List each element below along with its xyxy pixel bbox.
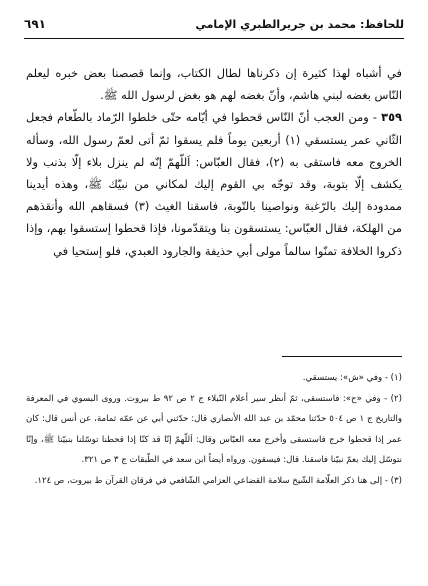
footnote-3: (٣) - إلى هنا ذكر العلّامة الشّيخ سلامة القضاعي العزامي الشّافعي في فرقان القرآن ط بيروت، ص ١٢٤. (34, 475, 402, 486)
footnotes (26, 368, 402, 492)
running-title (195, 18, 404, 31)
author-label: للحافظ: (359, 17, 404, 31)
page-number: ٦٩١ (24, 17, 46, 31)
footnote-separator (282, 356, 402, 357)
header-rule (24, 38, 404, 39)
footnote-2: (٢) - وفي «ح»: فاستسقى، ثمّ أنظر سير أعلام النّبلاء ج ٢ ص ٩٢ ط بيروت. وروى البسوي في المعرفة والتاريخ ج ١ ص ٥٠٤ حدّثنا محمّد بن عبد الله الأنصاري قال: حدّثني أبي عن عمّه ثمامة، عن أنس قال: كان عمر إذا قحطوا خرج فاستسقى وأخرج معه العبّاس وقال: اَللّهمّ إنّا قد كنّا إذا قحطنا توسّلنا بنبيّنا ﷺ، وإنّا نتوسّل إليك بعمّ نبيّنا فاسقنا. قال: فيسقون. ورواه أيضاً ابن سعد في الطّبقات ج ٣ ص ٣٢١. (26, 393, 403, 466)
paragraph-text: - ومن العجب أنّ النّاس قحطوا في أيّامه حتّى خلطوا الرّماد بالطّعام فجعل الثّاني عمر يستسقي (١) أربعين يوماً فلم يسقوا ثمّ أتى لعمّ رسول الله، وسأله الخروج معه فاستقى به (٢)، فقال العبّاس: اَللّهمّ إنّه لم ينزل بلاء إلّا بذنب ولا يكشف إلّا بتوبة، وقد توجّه بي القوم إليك لمكاني من نبيّك ﷺ، وهذه أيدينا ممدودة إليك بالرّغبة ونواصينا بالتّوبة، فاسقنا الغيث (٣) فسقاهم الله وأنقذهم من الهلكة، فقال العبّاس: يستسقون بنا ويتقدّمونا، فإذا قحطوا إستسقوا بهم، وإذا ذكروا الخلافة تمنّوا سالماً مولى أبي حذيفة والجارود العبدي، فلو إستحيا في (26, 110, 403, 258)
page-header (24, 14, 404, 34)
footnote-1: (١) - وفي «ش»: يستسقي. (302, 373, 402, 383)
section-number: ٣٥٩ (381, 110, 402, 125)
paragraph-continuation: في أشباه لهذا كثيرة إن ذكرناها لطال الكتاب، وإنما قصصنا بعض خبره ليعلم النّاس بغضه لبني هاشم، وأنّ بغضه لهم هو بغض لرسول الله ﷺ. (26, 66, 402, 103)
paragraph-359 (26, 106, 402, 261)
main-text (26, 62, 402, 262)
book-title: محمد بن جريرالطبري الإمامي (195, 17, 357, 31)
